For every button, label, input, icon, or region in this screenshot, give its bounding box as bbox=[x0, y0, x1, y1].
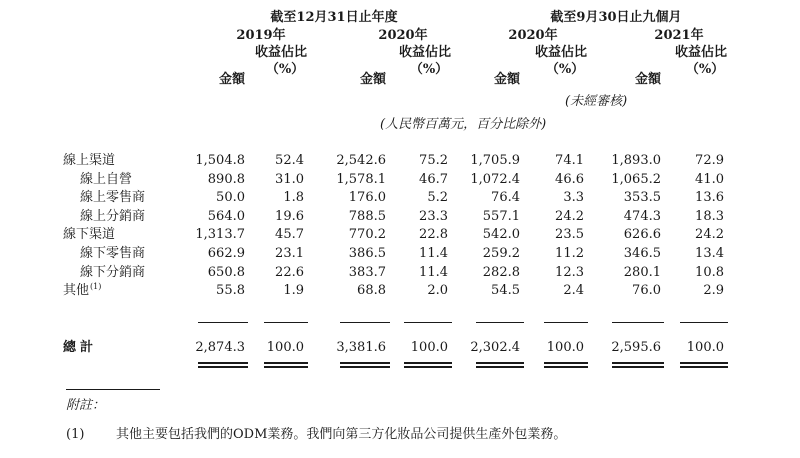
subtotal-rule bbox=[404, 322, 452, 323]
percent-header: （%） bbox=[265, 62, 305, 77]
amount-cell: 76.4 bbox=[491, 190, 520, 206]
note-marker: (1) bbox=[66, 427, 85, 442]
total-amount-cell: 3,381.6 bbox=[336, 340, 386, 355]
total-double-rule bbox=[404, 366, 452, 368]
amount-cell: 259.2 bbox=[482, 246, 520, 261]
percent-header: （%） bbox=[409, 62, 449, 77]
percent-cell: 22.6 bbox=[275, 264, 304, 280]
percent-cell: 1.8 bbox=[283, 190, 304, 206]
total-double-rule bbox=[680, 362, 728, 364]
percent-cell: 72.9 bbox=[695, 153, 724, 168]
total-double-rule bbox=[680, 366, 728, 368]
total-double-rule bbox=[476, 362, 524, 364]
percent-cell: 18.3 bbox=[695, 208, 724, 224]
percent-cell: 46.6 bbox=[555, 171, 584, 187]
year-header: 2021年 bbox=[654, 28, 704, 43]
row-label: 線下渠道 bbox=[63, 227, 116, 243]
year-header: 2020年 bbox=[508, 28, 558, 43]
amount-cell: 662.9 bbox=[207, 246, 245, 261]
amount-cell: 68.8 bbox=[357, 283, 386, 299]
percent-cell: 41.0 bbox=[695, 171, 724, 187]
amount-header: 金額 bbox=[359, 72, 386, 87]
percent-cell: 2.4 bbox=[563, 283, 584, 299]
row-label-footnote bbox=[90, 283, 101, 299]
amount-cell: 564.0 bbox=[207, 208, 245, 224]
amount-cell: 770.2 bbox=[348, 227, 386, 243]
amount-cell: 54.5 bbox=[491, 283, 520, 299]
percent-cell: 13.6 bbox=[695, 190, 724, 206]
row-label: 線上自營 bbox=[80, 171, 133, 187]
amount-cell: 890.8 bbox=[207, 171, 245, 187]
total-double-rule bbox=[198, 362, 248, 364]
percent-cell: 75.2 bbox=[419, 153, 448, 168]
percent-cell: 52.4 bbox=[275, 153, 304, 168]
row-label: 線上渠道 bbox=[63, 153, 116, 168]
percent-cell: 13.4 bbox=[695, 246, 724, 261]
percent-cell: 19.6 bbox=[275, 208, 304, 224]
total-amount-cell: 2,595.6 bbox=[611, 340, 661, 355]
percent-cell: 11.4 bbox=[419, 264, 448, 280]
total-double-rule bbox=[264, 362, 308, 364]
percent-cell: 23.3 bbox=[419, 208, 448, 224]
total-double-rule bbox=[544, 362, 588, 364]
amount-cell: 1,578.1 bbox=[336, 171, 386, 187]
amount-cell: 788.5 bbox=[348, 208, 386, 224]
total-double-rule bbox=[198, 366, 248, 368]
year-header: 2019年 bbox=[236, 28, 286, 43]
percent-cell: 3.3 bbox=[563, 190, 584, 206]
total-double-rule bbox=[264, 366, 308, 368]
amount-header: 金額 bbox=[218, 72, 245, 87]
percent-cell: 31.0 bbox=[275, 171, 304, 187]
amount-cell: 386.5 bbox=[348, 246, 386, 261]
subtotal-rule bbox=[476, 322, 524, 323]
period-header-nine-months: 截至9月30日止九個月 bbox=[550, 10, 682, 25]
percent-cell: 22.8 bbox=[419, 227, 448, 243]
unit-note: (人民幣百萬元，百分比除外) bbox=[380, 117, 547, 132]
percent-cell: 2.0 bbox=[427, 283, 448, 299]
total-percent-cell: 100.0 bbox=[410, 340, 448, 355]
percent-cell: 11.4 bbox=[419, 246, 448, 261]
amount-cell: 1,504.8 bbox=[195, 153, 245, 168]
total-label: 總計 bbox=[63, 340, 98, 355]
subtotal-rule bbox=[198, 322, 248, 323]
total-double-rule bbox=[404, 362, 452, 364]
total-percent-cell: 100.0 bbox=[546, 340, 584, 355]
total-amount-cell: 2,302.4 bbox=[470, 340, 520, 355]
row-label: 線下分銷商 bbox=[80, 264, 146, 280]
notes-separator bbox=[66, 389, 160, 390]
amount-cell: 353.5 bbox=[623, 190, 661, 206]
subtotal-rule bbox=[340, 322, 390, 323]
unaudited-label: (未經審核) bbox=[565, 94, 628, 109]
percent-cell: 46.7 bbox=[419, 171, 448, 187]
total-double-rule bbox=[544, 366, 588, 368]
year-header: 2020年 bbox=[378, 28, 428, 43]
amount-cell: 474.3 bbox=[623, 208, 661, 224]
percent-cell: 23.1 bbox=[275, 246, 304, 261]
ratio-header: 收益佔比 bbox=[398, 45, 451, 60]
amount-cell: 55.8 bbox=[216, 283, 245, 299]
amount-header: 金額 bbox=[493, 72, 520, 87]
total-double-rule bbox=[476, 366, 524, 368]
amount-cell: 280.1 bbox=[623, 264, 661, 280]
ratio-header: 收益佔比 bbox=[254, 45, 307, 60]
period-header-fiscal-year: 截至12月31日止年度 bbox=[270, 10, 398, 25]
amount-cell: 282.8 bbox=[482, 264, 520, 280]
percent-cell: 45.7 bbox=[275, 227, 304, 243]
subtotal-rule bbox=[680, 322, 728, 323]
total-percent-cell: 100.0 bbox=[686, 340, 724, 355]
percent-cell: 2.9 bbox=[703, 283, 724, 299]
amount-cell: 557.1 bbox=[482, 208, 520, 224]
amount-cell: 1,893.0 bbox=[611, 153, 661, 168]
row-label: 其他 bbox=[63, 283, 90, 299]
row-label: 線上零售商 bbox=[80, 190, 146, 206]
amount-cell: 1,313.7 bbox=[195, 227, 245, 243]
amount-cell: 176.0 bbox=[348, 190, 386, 206]
subtotal-rule bbox=[612, 322, 664, 323]
percent-cell: 1.9 bbox=[283, 283, 304, 299]
percent-cell: 12.3 bbox=[555, 264, 584, 280]
percent-header: （%） bbox=[545, 62, 585, 77]
amount-header: 金額 bbox=[634, 72, 661, 87]
amount-cell: 2,542.6 bbox=[336, 153, 386, 168]
subtotal-rule bbox=[264, 322, 308, 323]
total-percent-cell: 100.0 bbox=[266, 340, 304, 355]
amount-cell: 1,705.9 bbox=[470, 153, 520, 168]
percent-cell: 11.2 bbox=[555, 246, 584, 261]
row-label: 線上分銷商 bbox=[80, 208, 146, 224]
ratio-header: 收益佔比 bbox=[534, 45, 587, 60]
row-label: 線下零售商 bbox=[80, 246, 146, 261]
total-double-rule bbox=[340, 366, 390, 368]
subtotal-rule bbox=[544, 322, 588, 323]
amount-cell: 1,065.2 bbox=[611, 171, 661, 187]
amount-cell: 76.0 bbox=[632, 283, 661, 299]
percent-cell: 10.8 bbox=[695, 264, 724, 280]
amount-cell: 626.6 bbox=[623, 227, 661, 243]
ratio-header: 收益佔比 bbox=[674, 45, 727, 60]
amount-cell: 346.5 bbox=[623, 246, 661, 261]
total-double-rule bbox=[612, 362, 664, 364]
percent-cell: 23.5 bbox=[555, 227, 584, 243]
total-amount-cell: 2,874.3 bbox=[195, 340, 245, 355]
notes-heading: 附註： bbox=[66, 398, 106, 413]
total-double-rule bbox=[612, 366, 664, 368]
percent-cell: 5.2 bbox=[427, 190, 448, 206]
amount-cell: 650.8 bbox=[207, 264, 245, 280]
percent-cell: 24.2 bbox=[555, 208, 584, 224]
percent-cell: 24.2 bbox=[695, 227, 724, 243]
total-double-rule bbox=[340, 362, 390, 364]
percent-header: （%） bbox=[685, 62, 725, 77]
percent-cell: 74.1 bbox=[555, 153, 584, 168]
amount-cell: 542.0 bbox=[482, 227, 520, 243]
amount-cell: 1,072.4 bbox=[470, 171, 520, 187]
amount-cell: 383.7 bbox=[348, 264, 386, 280]
amount-cell: 50.0 bbox=[216, 190, 245, 206]
footnote-marker: (1) bbox=[90, 282, 102, 292]
note-text: 其他主要包括我們的ODM業務。我們向第三方化妝品公司提供生產外包業務。 bbox=[116, 427, 567, 442]
